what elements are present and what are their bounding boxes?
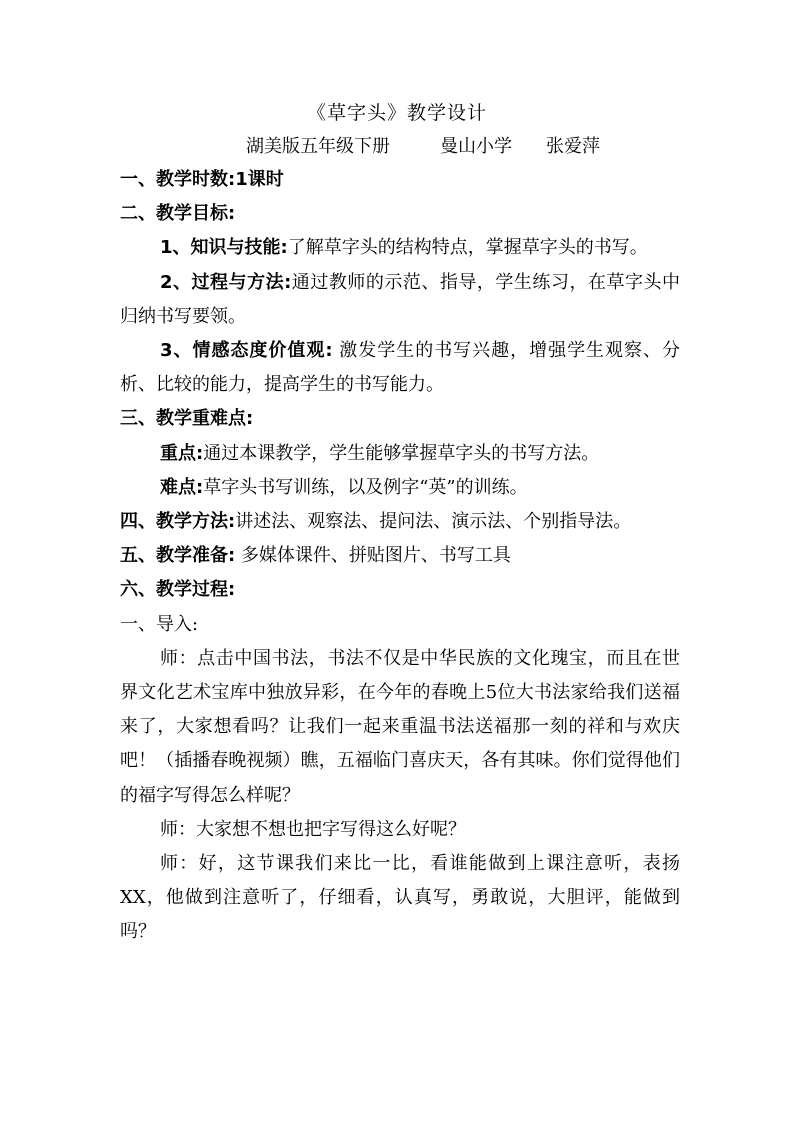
preparation-label: 五、教学准备: <box>120 545 236 567</box>
difficult-point-label: 难点: <box>160 476 204 498</box>
goal-process <box>120 266 680 334</box>
edition-label: 湖美版五年级下册 <box>246 136 390 157</box>
methods-line <box>120 505 680 539</box>
key-point-label: 重点: <box>160 442 204 464</box>
school-label: 曼山小学 <box>440 136 512 157</box>
document-body <box>120 163 680 950</box>
teaching-hours-value: 1课时 <box>235 169 284 190</box>
author-label: 张爱萍 <box>546 136 600 157</box>
process-paragraph-2: 师：大家想不想也把字写得这么好呢？ <box>160 818 466 840</box>
goals-heading: 二、教学目标: <box>120 203 236 225</box>
key-point <box>120 437 680 471</box>
teaching-hours-label: 一、教学时数: <box>120 169 236 190</box>
document-title: 《草字头》教学设计 <box>306 102 487 124</box>
teaching-hours-line <box>120 163 680 197</box>
methods-label: 四、教学方法: <box>120 511 236 533</box>
goal-attitude <box>120 334 680 402</box>
goal-knowledge <box>120 231 680 265</box>
difficult-point <box>120 471 680 505</box>
goal-attitude-text: 激发学生的书写兴趣，增强学生观察、分析、比较的能力，提高学生的书写能力。 <box>120 340 680 396</box>
key-point-text: 通过本课教学，学生能够掌握草字头的书写方法。 <box>203 442 600 464</box>
preparation-text: 多媒体课件、拼贴图片、书写工具 <box>235 545 511 567</box>
goal-knowledge-text: 了解草字头的结构特点，掌握草字头的书写。 <box>287 237 648 259</box>
goal-attitude-label: 3、情感态度价值观: <box>160 340 333 362</box>
goal-process-text: 通过教师的示范、指导，学生练习，在草字头中归纳书写要领。 <box>120 271 680 327</box>
process-paragraph-1: 师：点击中国书法，书法不仅是中华民族的文化瑰宝，而且在世界文化艺术宝库中独放异彩，在今年的春晚上5位大书法家给我们送福来了，大家想看吗？让我们一起来重温书法送福那一刻的祥和与欢庆吧！（插播春晚视频）瞧，五福临门喜庆天，各有其味。你们觉得他们的福字写得怎么样呢？ <box>120 647 680 806</box>
process-paragraph-3: 师：好，这节课我们来比一比，看谁能做到上课注意听，表扬XX，他做到注意听了，仔细看，认真写，勇敢说，大胆评，能做到吗？ <box>120 853 680 943</box>
key-points-heading: 三、教学重难点: <box>120 408 254 430</box>
goal-knowledge-label: 1、知识与技能: <box>160 237 288 259</box>
methods-text: 讲述法、观察法、提问法、演示法、个别指导法。 <box>235 511 632 533</box>
document-subtitle <box>246 132 600 162</box>
difficult-point-text: 草字头书写训练，以及例字“英”的训练。 <box>203 476 528 498</box>
process-heading: 六、教学过程: <box>120 579 236 601</box>
preparation-line <box>120 539 680 573</box>
intro-heading: 一、导入: <box>120 613 199 635</box>
goal-process-label: 2、过程与方法: <box>160 271 292 293</box>
